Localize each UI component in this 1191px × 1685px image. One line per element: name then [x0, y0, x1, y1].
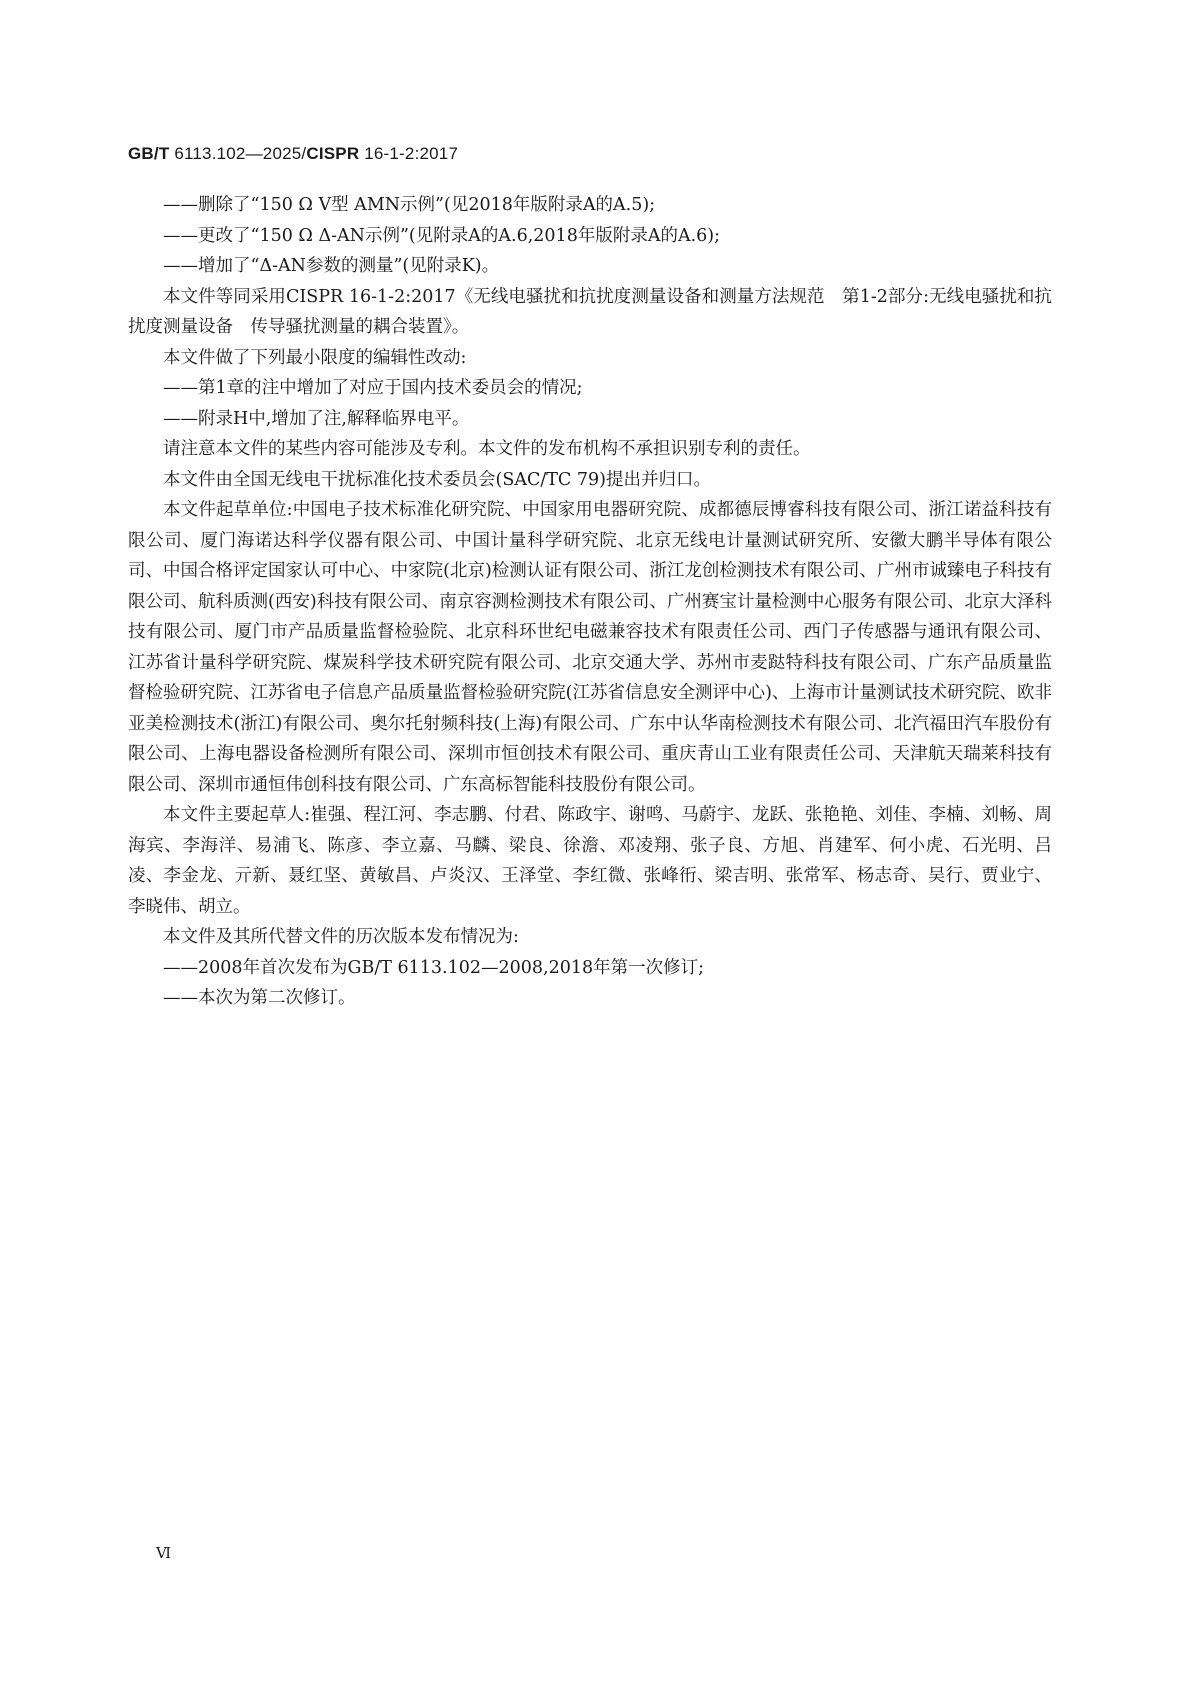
drafting-units: 本文件起草单位:中国电子技术标准化研究院、中国家用电器研究院、成都德辰博睿科技有限公司、浙江诺益科技有限公司、厦门海诺达科学仪器有限公司、中国计量科学研究院、北京无线电计量测试研究所、安徽大鹏半导体有限公司、中国合格评定国家认可中心、中家院(北京)检测认证有限公司、浙江龙创检测技术有限公司、广州市诚臻电子科技有限公司、航科质测(西安)科技有限公司、南京容测检测技术有限公司、广州赛宝计量检测中心服务有限公司、北京大泽科技有限公司、厦门市产品质量监督检验院、北京科环世纪电磁兼容技术有限责任公司、西门子传感器与通讯有限公司、江苏省计量科学研究院、煤炭科学技术研究院有限公司、北京交通大学、苏州市麦跶特科技有限公司、广东产品质量监督检验研究院、江苏省电子信息产品质量监督检验研究院(江苏省信息安全测评中心)、上海市计量测试技术研究院、欧非亚美检测技术(浙江)有限公司、奥尔托射频科技(上海)有限公司、广东中认华南检测技术有限公司、北汽福田汽车股份有限公司、上海电器设备检测所有限公司、深圳市恒创技术有限公司、重庆青山工业有限责任公司、天津航天瑞莱科技有限公司、深圳市通恒伟创科技有限公司、广东高标智能科技股份有限公司。 [128, 500, 1052, 795]
page-number: Ⅵ [156, 1544, 172, 1562]
foreword-content [128, 190, 1052, 1014]
editorial-intro: 本文件做了下列最小限度的编辑性改动: [163, 347, 467, 368]
adoption-statement: 本文件等同采用CISPR 16-1-2:2017《无线电骚扰和抗扰度测量设备和测量方法规范 第1-2部分:无线电骚扰和抗扰度测量设备 传导骚扰测量的耦合装置》。 [128, 286, 1052, 337]
std-number: 6113.102—2025/ [169, 144, 307, 163]
standard-header [128, 144, 458, 164]
patent-notice: 请注意本文件的某些内容可能涉及专利。本文件的发布机构不承担识别专利的责任。 [163, 439, 811, 459]
editorial-change-item: ——附录H中,增加了注,解释临界电平。 [163, 408, 470, 429]
std-prefix: GB/T [128, 144, 170, 163]
change-item: ——更改了“150 Ω Δ-AN示例”(见附录A的A.6,2018年版附录A的A.6); [163, 225, 721, 246]
history-item: ——2008年首次发布为GB/T 6113.102—2008,2018年第一次修订; [163, 957, 705, 978]
cispr-label: CISPR [306, 144, 360, 163]
history-item: ——本次为第二次修订。 [163, 988, 356, 1008]
proposer-statement: 本文件由全国无线电干扰标准化技术委员会(SAC/TC 79)提出并归口。 [163, 469, 711, 490]
editorial-change-item: ——第1章的注中增加了对应于国内技术委员会的情况; [163, 378, 583, 398]
change-item: ——增加了“Δ-AN参数的测量”(见附录K)。 [163, 256, 500, 276]
history-intro: 本文件及其所代替文件的历次版本发布情况为: [163, 927, 519, 947]
cispr-number: 16-1-2:2017 [359, 144, 459, 163]
change-item: ——删除了“150 Ω V型 AMN示例”(见2018年版附录A的A.5); [163, 195, 656, 215]
drafters: 本文件主要起草人:崔强、程江河、李志鹏、付君、陈政宇、谢鸣、马蔚宇、龙跃、张艳艳、刘佳、李楠、刘畅、周海宾、李海洋、易浦飞、陈彦、李立嘉、马麟、梁良、徐澹、邓凌翔、张子良、方旭、肖建军、何小虎、石光明、吕凌、李金龙、亓新、聂红坚、黄敏昌、卢炎汉、王泽堂、李红微、张峰衎、梁吉明、张常军、杨志奇、吴行、贾业宁、李晓伟、胡立。 [128, 805, 1052, 917]
